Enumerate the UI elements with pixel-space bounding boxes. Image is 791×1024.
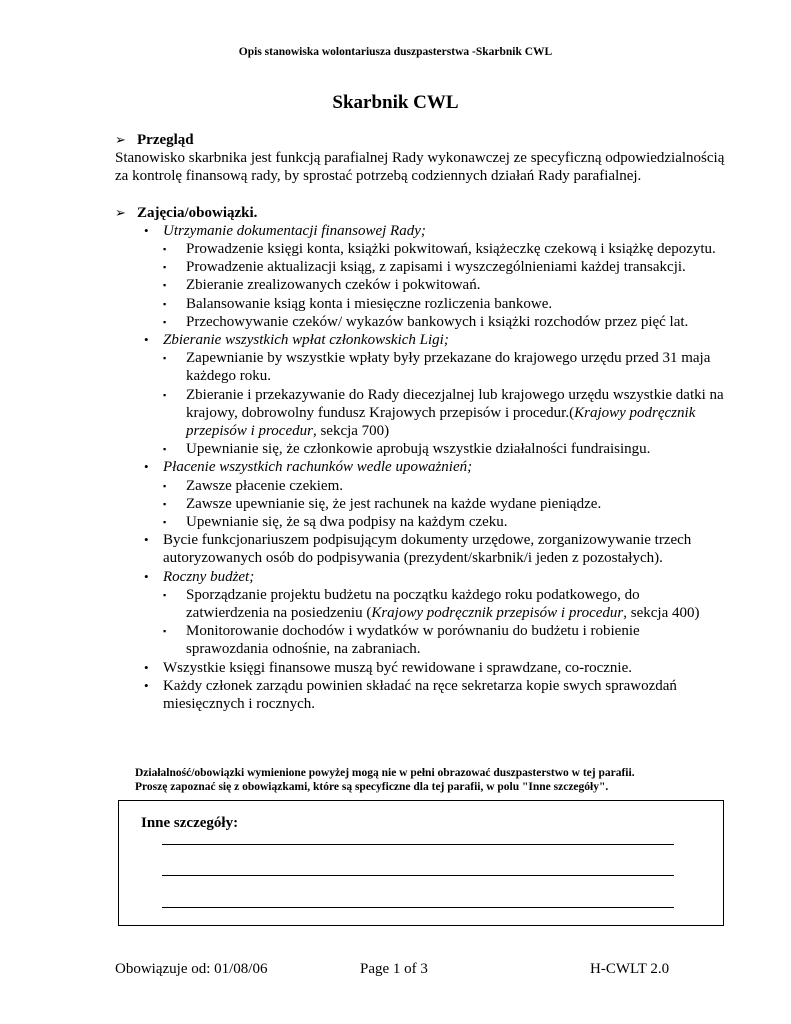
sub-list-item (115, 440, 725, 458)
sub-list-item (115, 240, 725, 258)
sub-list-item (115, 386, 725, 441)
overview-heading-text: Przegląd (137, 132, 194, 148)
list-item-text: Każdy członek zarządu powinien składać na ręce sekretarza kopie swych sprawozdań miesięcznych i rocznych. (163, 677, 677, 713)
sub-item-text: Balansowanie ksiąg konta i miesięczne rozliczenia bankowe. (186, 295, 553, 312)
sub-item-text: Zbieranie zrealizowanych czeków i pokwitowań. (186, 277, 481, 294)
square-bullet-icon: ▪ (163, 298, 167, 309)
list-item (115, 677, 725, 713)
bullet-icon: • (144, 659, 149, 675)
sub-list-item (115, 276, 725, 294)
sub-list-item (115, 513, 725, 531)
sub-list-item (115, 586, 725, 622)
sub-item-text: Zawsze upewnianie się, że jest rachunek na każde wydane pieniądze. (186, 495, 602, 512)
sub-list (163, 477, 725, 532)
other-details-label: Inne szczegóły: (141, 815, 239, 831)
list-item (115, 331, 725, 458)
group-label: Utrzymanie dokumentacji finansowej Rady; (163, 222, 426, 239)
list-item-text: Wszystkie księgi finansowe muszą być rewidowane i sprawdzane, co-rocznie. (163, 659, 632, 676)
list-item (115, 659, 725, 677)
document-code: H-CWLT 2.0 (590, 961, 670, 977)
bullet-icon: • (144, 532, 149, 548)
sub-list-item (115, 622, 725, 658)
sub-list-item (115, 349, 725, 385)
group-label: Płacenie wszystkich rachunków wedle upoważnień; (163, 459, 473, 476)
sub-list-item (115, 477, 725, 495)
square-bullet-icon: ▪ (163, 498, 167, 509)
document-body (115, 131, 725, 713)
square-bullet-icon: ▪ (163, 262, 167, 273)
square-bullet-icon: ▪ (163, 626, 167, 637)
bullet-icon: • (144, 459, 149, 475)
duties-list (115, 222, 725, 713)
other-details-box (118, 800, 724, 926)
page-title: Skarbnik CWL (332, 92, 459, 113)
section-duties-heading (115, 204, 725, 222)
note-line: Działalność/obowiązki wymienione powyżej mogą nie w pełni obrazować duszpasterstwo w tej parafii. (135, 767, 635, 779)
sub-list-item (115, 258, 725, 276)
sub-item-text: Upewnianie się, że członkowie aprobują wszystkie działalności fundraisingu. (186, 441, 651, 458)
document-header: Opis stanowiska wolontariusza duszpasterstwa -Skarbnik CWL (238, 46, 553, 58)
group-label: Roczny budżet; (163, 568, 255, 585)
arrow-bullet-icon: ➢ (115, 204, 126, 220)
sub-list (163, 240, 725, 331)
sub-item-text: Zawsze płacenie czekiem. (186, 477, 343, 494)
duties-heading-text: Zajęcia/obowiązki. (137, 204, 258, 221)
bullet-icon: • (144, 568, 149, 584)
square-bullet-icon: ▪ (163, 389, 167, 400)
sub-item-text: Prowadzenie księgi konta, książki pokwitowań, książeczkę czekową i książkę depozytu. (186, 241, 716, 258)
sub-item-text: , sekcja 700) (312, 423, 390, 440)
sub-item-text: Upewnianie się, że są dwa podpisy na każdym czeku. (186, 514, 508, 531)
sub-list (163, 349, 725, 458)
arrow-bullet-icon: ➢ (115, 132, 126, 147)
list-item (115, 531, 725, 567)
sub-item-text: Sporządzanie projektu budżetu na początku każdego roku podatkowego, do zatwierdzenia na posiedzeniu ( (186, 586, 640, 622)
square-bullet-icon: ▪ (163, 353, 167, 364)
list-item-text: Bycie funkcjonariuszem podpisującym dokumenty urzędowe, zorganizowywanie trzech autoryzowanych osób do podpisywania (prezydent/skarbnik/i jeden z pozostałych). (163, 532, 692, 567)
effective-date: Obowiązuje od: 01/08/06 (115, 961, 268, 977)
sub-list-item (115, 495, 725, 513)
overview-text: Stanowisko skarbnika jest funkcją parafialnej Rady wykonawczej ze specyficzną odpowiedzialnością za kontrolę finansową rady, by sprostać potrzebą codziennych działań Rady parafialnej. (115, 150, 725, 185)
sub-item-italic-ref: Krajowy podręcznik przepisów i procedur (186, 404, 696, 440)
bullet-icon: • (144, 222, 149, 238)
sub-item-text: Przechowywanie czeków/ wykazów bankowych i książki rozchodów przez pięć lat. (186, 313, 689, 330)
writing-line[interactable] (162, 875, 674, 876)
sub-list-item (115, 313, 725, 331)
group-label: Zbieranie wszystkich wpłat członkowskich Ligi; (163, 332, 449, 349)
square-bullet-icon: ▪ (163, 444, 167, 455)
sub-list (163, 586, 725, 659)
square-bullet-icon: ▪ (163, 517, 167, 528)
sub-item-text: , sekcja 400) (623, 605, 700, 622)
writing-line[interactable] (162, 907, 674, 908)
sub-item-text: Prowadzenie aktualizacji ksiąg, z zapisami i wyszczególnieniami każdej transakcji. (186, 259, 686, 276)
sub-item-italic-ref: Krajowy podręcznik przepisów i procedur (371, 605, 624, 622)
sub-list-item (115, 295, 725, 313)
page-number: Page 1 of 3 (360, 961, 428, 977)
sub-item-text: Zapewnianie by wszystkie wpłaty były przekazane do krajowego urzędu przed 31 maja każdego roku. (186, 350, 711, 385)
square-bullet-icon: ▪ (163, 316, 167, 327)
sub-item-text: Monitorowanie dochodów i wydatków w porównaniu do budżetu i robienie sprawozdania odnośnie, na zabraniach. (186, 623, 640, 658)
list-item (115, 458, 725, 531)
square-bullet-icon: ▪ (163, 589, 167, 600)
writing-line[interactable] (162, 844, 674, 845)
list-item (115, 222, 725, 331)
disclaimer-note (135, 766, 735, 794)
bullet-icon: • (144, 332, 149, 348)
note-line: Proszę zapoznać się z obowiązkami, które są specyficzne dla tej parafii, w polu "Inne szczegóły". (135, 781, 609, 793)
sub-item-text: Zbieranie i przekazywanie do Rady diecezjalnej lub krajowego urzędu wszystkie datki na krajowy, dobrowolny fundusz Krajowych przepisów i procedur.( (186, 386, 724, 421)
square-bullet-icon: ▪ (163, 480, 167, 491)
bullet-icon: • (144, 677, 149, 693)
list-item (115, 568, 725, 659)
section-overview-heading (115, 131, 725, 149)
square-bullet-icon: ▪ (163, 244, 167, 255)
square-bullet-icon: ▪ (163, 280, 167, 291)
